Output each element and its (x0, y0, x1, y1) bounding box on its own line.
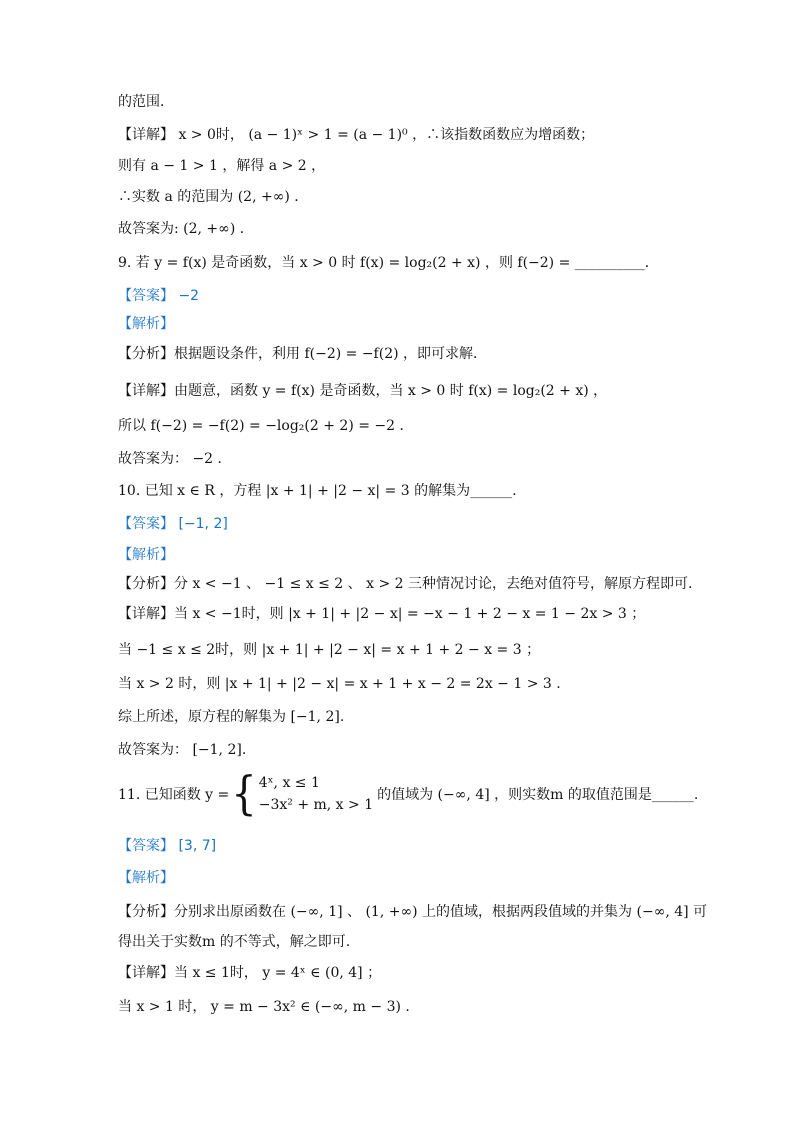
text-line: 【详解】由题意，函数 y = f(x) 是奇函数，当 x > 0 时 f(x) = log₂(2 + x) ， (118, 383, 608, 399)
analysis-heading-9: 【解析】 (118, 316, 174, 332)
text-line: 的范围． (118, 94, 174, 110)
answer-10: 【答案】 [−1, 2] (118, 516, 228, 532)
question-11 (118, 767, 699, 824)
q11-prefix: 11. 已知函数 y = (118, 787, 230, 803)
text-line: 当 x > 1 时， y = m − 3x² ∈ (−∞, m − 3) . (118, 999, 410, 1015)
analysis-heading-10: 【解析】 (118, 547, 174, 563)
case-2: −3x² + m, x > 1 (258, 797, 374, 813)
case-1: 4ˣ, x ≤ 1 (258, 775, 320, 791)
text-line: ∴实数 a 的范围为 (2, +∞) ． (118, 189, 309, 205)
text-line: 故答案为: (2, +∞) ． (118, 221, 254, 237)
text-line: 综上所述，原方程的解集为 [−1, 2]. (118, 709, 345, 725)
answer-11: 【答案】 [3, 7] (118, 838, 217, 854)
text-line: 【分析】分 x < −1 、 −1 ≤ x ≤ 2 、 x > 2 三种情况讨论，去绝对值符号，解原方程即可. (118, 576, 693, 592)
answer-9: 【答案】 −2 (118, 288, 200, 304)
text-line: 当 x > 2 时，则 |x + 1| + |2 − x| = x + 1 + x − 2 = 2x − 1 > 3 . (118, 676, 561, 692)
piecewise-cases (259, 772, 373, 816)
text-line: 当 −1 ≤ x ≤ 2时，则 |x + 1| + |2 − x| = x + 1 + 2 − x = 3 ； (118, 642, 541, 658)
left-brace: { (231, 767, 257, 821)
question-9: 9. 若 y = f(x) 是奇函数，当 x > 0 时 f(x) = log₂(2 + x) ，则 f(−2) = __________． (118, 255, 659, 271)
text-line: 故答案为： −2 ． (118, 451, 232, 467)
q11-suffix: 的值域为 (−∞, 4] ，则实数m 的取值范围是______. (377, 787, 699, 803)
question-10: 10. 已知 x ∈ R ，方程 |x + 1| + |2 − x| = 3 的解集为______. (118, 483, 517, 499)
text-line: 【分析】分别求出原函数在 (−∞, 1] 、 (1, +∞) 上的值域，根据两段值域的并集为 (−∞, 4] 可 (118, 904, 708, 920)
text-line: 则有 a − 1 > 1 ，解得 a > 2 ， (118, 158, 326, 174)
text-line: 【分析】根据题设条件，利用 f(−2) = −f(2) ，即可求解． (118, 346, 488, 362)
text-line: 【详解】当 x ≤ 1时， y = 4ˣ ∈ (0, 4] ； (118, 965, 382, 981)
analysis-heading-11: 【解析】 (118, 870, 174, 886)
text-line: 得出关于实数m 的不等式，解之即可. (118, 934, 351, 950)
text-line: 【详解】当 x < −1时，则 |x + 1| + |2 − x| = −x − 1 + 2 − x = 1 − 2x > 3 ； (118, 606, 646, 622)
text-line: 故答案为： [−1, 2]. (118, 742, 247, 758)
text-line: 所以 f(−2) = −f(2) = −log₂(2 + 2) = −2 ． (118, 418, 414, 434)
text-line: 【详解】 x > 0时， (a − 1)ˣ > 1 = (a − 1)⁰ ，∴该指数函数应为增函数； (118, 127, 595, 143)
